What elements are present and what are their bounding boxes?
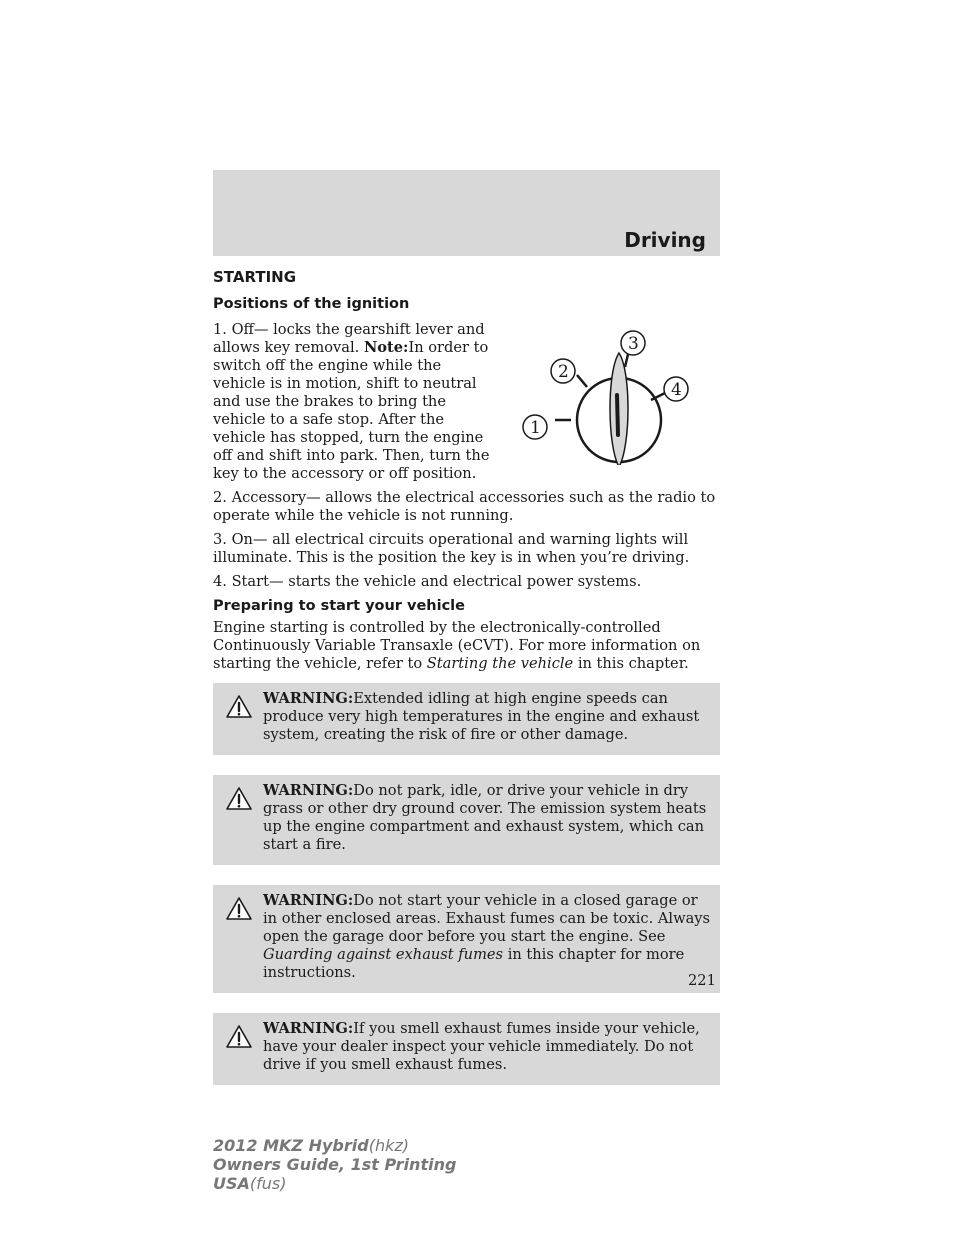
warning-box-3 bbox=[213, 885, 720, 993]
preparing-suffix: in this chapter. bbox=[577, 655, 689, 672]
ignition-off-item bbox=[213, 321, 493, 483]
warning-label: WARNING: bbox=[263, 690, 354, 707]
section-title: Driving bbox=[624, 228, 706, 252]
diagram-label-1: 1 bbox=[530, 418, 541, 438]
off-text: 1. Off— locks the gearshift lever and allows key removal. bbox=[213, 321, 485, 356]
tick-position-2 bbox=[577, 375, 587, 387]
ignition-accessory-item: 2. Accessory— allows the electrical accessories such as the radio to operate while the vehicle is not running. bbox=[213, 489, 716, 524]
ignition-start-item: 4. Start— starts the vehicle and electrical power systems. bbox=[213, 573, 642, 590]
warning-ref: Guarding against exhaust fumes bbox=[263, 946, 504, 963]
warning-text-4 bbox=[219, 1020, 714, 1074]
warning-text-2 bbox=[219, 782, 714, 854]
footer-model-code: (hkz) bbox=[368, 1136, 409, 1155]
page-number: 221 bbox=[688, 972, 716, 989]
subheading-preparing: Preparing to start your vehicle bbox=[213, 598, 465, 614]
key-slot-line bbox=[617, 395, 618, 435]
warning-label: WARNING: bbox=[263, 1020, 354, 1037]
heading-starting: STARTING bbox=[213, 268, 297, 286]
warning-suffix: in this chapter for more instructions. bbox=[263, 946, 685, 981]
off-note-label: Note: bbox=[363, 339, 409, 356]
warning-box-2 bbox=[213, 775, 720, 865]
footer-guide: Owners Guide, 1st Printing bbox=[213, 1155, 457, 1174]
warning-text-3 bbox=[219, 892, 714, 982]
ignition-on-item: 3. On— all electrical circuits operational and warning lights will illuminate. This is the position the key is in when you’re driving. bbox=[213, 531, 690, 566]
warning-box-4 bbox=[213, 1013, 720, 1085]
warning-text-1 bbox=[219, 690, 714, 744]
footer-line-1 bbox=[213, 1136, 456, 1155]
warning-box-1 bbox=[213, 683, 720, 755]
page-content bbox=[213, 268, 720, 1105]
section-header-band bbox=[213, 170, 720, 256]
warning-body: Extended idling at high engine speeds can produce very high temperatures in the engine and exhaust system, creating the risk of fire or other damage. bbox=[263, 690, 700, 743]
diagram-label-3: 3 bbox=[628, 334, 639, 354]
warning-triangle-icon bbox=[225, 786, 253, 811]
ignition-off-block bbox=[213, 321, 720, 485]
warning-triangle-icon bbox=[225, 694, 253, 719]
warning-label: WARNING: bbox=[263, 892, 354, 909]
warning-triangle-icon bbox=[225, 1024, 253, 1049]
warning-body: If you smell exhaust fumes inside your vehicle, have your dealer inspect your vehicle immediately. Do not drive if you smell exhaust fumes. bbox=[263, 1020, 700, 1073]
diagram-label-4: 4 bbox=[671, 380, 682, 400]
warning-triangle-icon bbox=[225, 896, 253, 921]
warning-body: Do not start your vehicle in a closed garage or in other enclosed areas. Exhaust fumes can be toxic. Always open the garage door before you start the engine. See bbox=[263, 892, 710, 945]
footer-market-code: (fus) bbox=[249, 1174, 287, 1193]
preparing-link: Starting the vehicle bbox=[426, 655, 574, 672]
off-note-text: In order to switch off the engine while the vehicle is in motion, shift to neutral and use the brakes to bring the vehicle to a safe stop. After the vehicle has stopped, turn the engine off and shift into park. Then, turn the key to the accessory or off position. bbox=[213, 339, 490, 482]
footer-line-3 bbox=[213, 1174, 456, 1193]
footer-print-info bbox=[213, 1136, 456, 1193]
warning-label: WARNING: bbox=[263, 782, 354, 799]
preparing-text: Engine starting is controlled by the electronically-controlled Continuously Variable Transaxle (eCVT). For more information on starting the vehicle, refer to bbox=[213, 619, 701, 672]
footer-model: 2012 MKZ Hybrid bbox=[213, 1136, 369, 1155]
ignition-diagram bbox=[513, 305, 693, 465]
warning-body: Do not park, idle, or drive your vehicle in dry grass or other dry ground cover. The emission system heats up the engine compartment and exhaust system, which can start a fire. bbox=[263, 782, 707, 853]
footer-market: USA bbox=[213, 1174, 250, 1193]
preparing-paragraph bbox=[213, 619, 720, 673]
diagram-label-2: 2 bbox=[558, 362, 569, 382]
footer-line-2 bbox=[213, 1155, 456, 1174]
subheading-ignition: Positions of the ignition bbox=[213, 296, 410, 312]
